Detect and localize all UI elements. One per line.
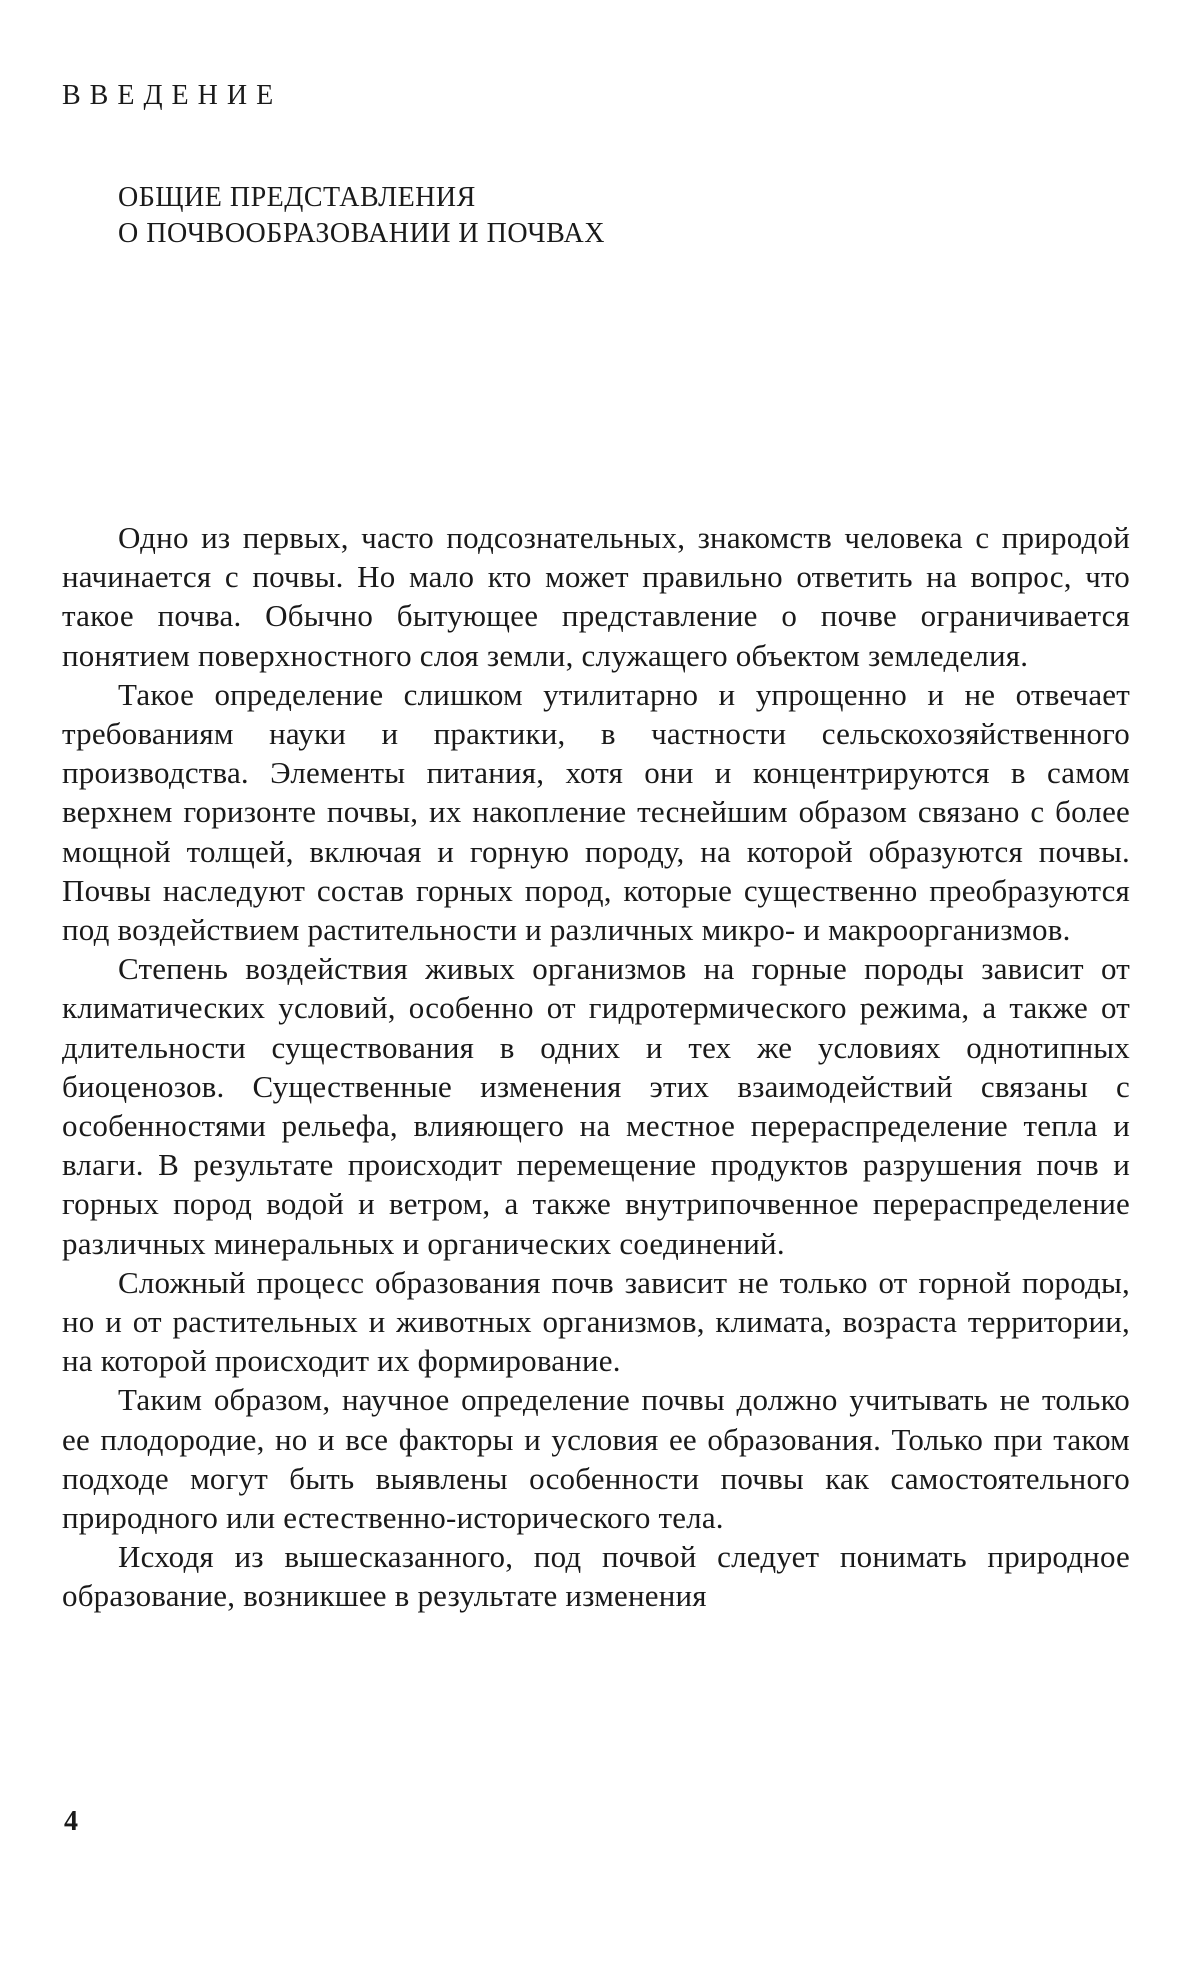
page-number: 4 <box>64 1806 78 1837</box>
paragraph-2: Такое определение слишком утилитарно и упрощенно и не отвечает требованиям науки и практики, в частности сельскохозяйственного производства. Элементы питания, хотя они и концентрируются в самом верхнем горизонте почвы, их накопление теснейшим образом связано с более мощной толщей, включая и горную породу, на которой образуются почвы. Почвы наследуют состав горных пород, которые существенно преобразуются под воздействием растительности и различных микро- и макроорганизмов. <box>62 676 1130 948</box>
chapter-title-line-1: ОБЩИЕ ПРЕДСТАВЛЕНИЯ <box>118 182 476 213</box>
paragraph-4: Сложный процесс образования почв зависит не только от горной породы, но и от растительных и животных организмов, климата, возраста территории, на которой происходит их формирование. <box>62 1264 1130 1379</box>
body-text <box>62 518 1130 1616</box>
paragraph-5: Таким образом, научное определение почвы должно учитывать не только ее плодородие, но и все факторы и условия ее образования. Только при таком подходе могут быть выявлены особенности почвы как самостоятельного природного или естественно-исторического тела. <box>62 1382 1130 1536</box>
chapter-title-line-2: О ПОЧВООБРАЗОВАНИИ И ПОЧВАХ <box>118 218 605 249</box>
section-label: ВВЕДЕНИЕ <box>62 80 283 111</box>
chapter-title <box>118 180 605 252</box>
paragraph-3: Степень воздействия живых организмов на горные породы зависит от климатических условий, особенно от гидротермического режима, а также от длительности существования в одних и тех же условиях однотипных биоценозов. Существенные изменения этих взаимодействий связаны с особенностями рельефа, влияющего на местное перераспределение тепла и влаги. В результате происходит перемещение продуктов разрушения почв и горных пород водой и ветром, а также внутрипочвенное перераспределение различных минеральных и органических соединений. <box>62 951 1130 1261</box>
paragraph-1: Одно из первых, часто подсознательных, знакомств человека с природой начинается с почвы. Но мало кто может правильно ответить на вопрос, что такое почва. Обычно бытующее представление о почве ограничивается понятием поверхностного слоя земли, служащего объектом земледелия. <box>62 520 1130 673</box>
paragraph-6: Исходя из вышесказанного, под почвой следует понимать природное образование, возникшее в результате изменения <box>62 1539 1130 1614</box>
